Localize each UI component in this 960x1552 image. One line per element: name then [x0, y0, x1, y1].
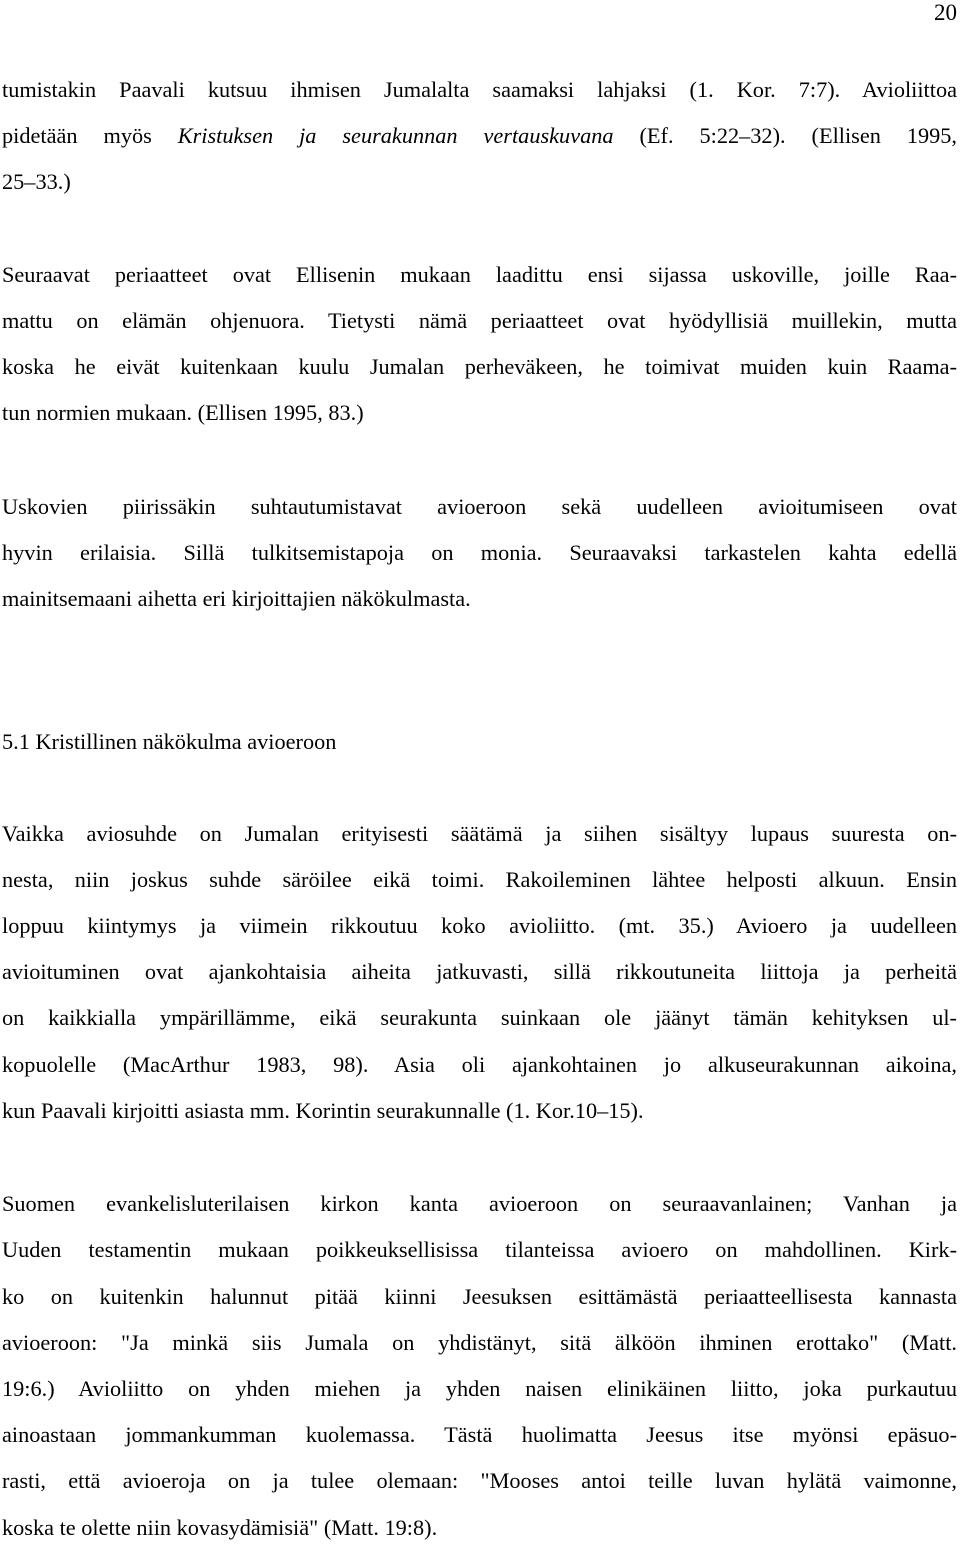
text-segment: (Ef. 5:22–32). (Ellisen 1995,	[613, 123, 957, 148]
paragraph-1-line-3: 25–33.)	[2, 169, 71, 194]
section-paragraph-2-line-2: Uuden testamentin mukaan poikkeuksellisissa tilanteissa avioero on mahdollinen. Kirk-	[2, 1237, 957, 1262]
italic-text-segment: Kristuksen ja seurakunnan vertauskuvana	[177, 123, 614, 148]
text-segment: pidetään myös	[2, 123, 178, 148]
section-paragraph-2-line-3: ko on kuitenkin halunnut pitää kiinni Jeesuksen esittämästä periaatteellisesta kannasta	[2, 1284, 957, 1309]
section-paragraph-1-line-3: loppuu kiintymys ja viimein rikkoutuu koko avioliitto. (mt. 35.) Avioero ja uudelleen	[2, 913, 957, 938]
paragraph-2-line-1: Seuraavat periaatteet ovat Ellisenin mukaan laadittu ensi sijassa uskoville, joille Raa-	[2, 262, 957, 287]
section-paragraph-1-line-2: nesta, niin joskus suhde säröilee eikä toimi. Rakoileminen lähtee helposti alkuun. Ensin	[2, 867, 957, 892]
section-paragraph-1-line-4: avioituminen ovat ajankohtaisia aiheita jatkuvasti, sillä rikkoutuneita liittoja ja perheitä	[2, 959, 957, 984]
paragraph-3-line-1: Uskovien piirissäkin suhtautumistavat avioeroon sekä uudelleen avioitumiseen ovat	[2, 494, 957, 519]
paragraph-2-line-4: tun normien mukaan. (Ellisen 1995, 83.)	[2, 400, 364, 425]
paragraph-2-line-3: koska he eivät kuitenkaan kuulu Jumalan perheväkeen, he toimivat muiden kuin Raama-	[2, 354, 957, 379]
section-paragraph-1-line-6: kopuolelle (MacArthur 1983, 98). Asia oli ajankohtainen jo alkuseurakunnan aikoina,	[2, 1052, 957, 1077]
section-paragraph-2-line-8: koska te olette niin kovasydämisiä" (Matt. 19:8).	[2, 1515, 438, 1540]
paragraph-2-line-2: mattu on elämän ohjenuora. Tietysti nämä periaatteet ovat hyödyllisiä muillekin, mutta	[2, 308, 957, 333]
section-paragraph-1-line-7: kun Paavali kirjoitti asiasta mm. Korintin seurakunnalle (1. Kor.10–15).	[2, 1098, 644, 1123]
section-paragraph-2-line-6: ainoastaan jommankumman kuolemassa. Tästä huolimatta Jeesus itse myönsi epäsuo-	[2, 1422, 957, 1447]
section-paragraph-2-line-4: avioeroon: "Ja minkä siis Jumala on yhdistänyt, sitä älköön ihminen erottako" (Matt.	[2, 1330, 957, 1355]
section-paragraph-2-line-5: 19:6.) Avioliitto on yhden miehen ja yhden naisen elinikäinen liitto, joka purkautuu	[2, 1376, 957, 1401]
paragraph-1-line-2	[2, 123, 957, 149]
section-paragraph-2-line-7: rasti, että avioeroja on ja tulee olemaan: "Mooses antoi teille luvan hylätä vaimonne,	[2, 1468, 957, 1493]
paragraph-3-line-2: hyvin erilaisia. Sillä tulkitsemistapoja on monia. Seuraavaksi tarkastelen kahta edellä	[2, 540, 957, 565]
paragraph-1-line-1: tumistakin Paavali kutsuu ihmisen Jumalalta saamaksi lahjaksi (1. Kor. 7:7). Avioliittoa	[2, 77, 957, 102]
section-heading: 5.1 Kristillinen näkökulma avioeroon	[2, 729, 337, 754]
paragraph-3-line-3: mainitsemaani aihetta eri kirjoittajien näkökulmasta.	[2, 586, 471, 611]
page-number: 20	[934, 0, 957, 25]
section-paragraph-1-line-1: Vaikka aviosuhde on Jumalan erityisesti säätämä ja siihen sisältyy lupaus suuresta on-	[2, 821, 957, 846]
section-paragraph-1-line-5: on kaikkialla ympärillämme, eikä seurakunta suinkaan ole jäänyt tämän kehityksen ul-	[2, 1005, 957, 1030]
section-paragraph-2-line-1: Suomen evankelisluterilaisen kirkon kanta avioeroon on seuraavanlainen; Vanhan ja	[2, 1191, 957, 1216]
